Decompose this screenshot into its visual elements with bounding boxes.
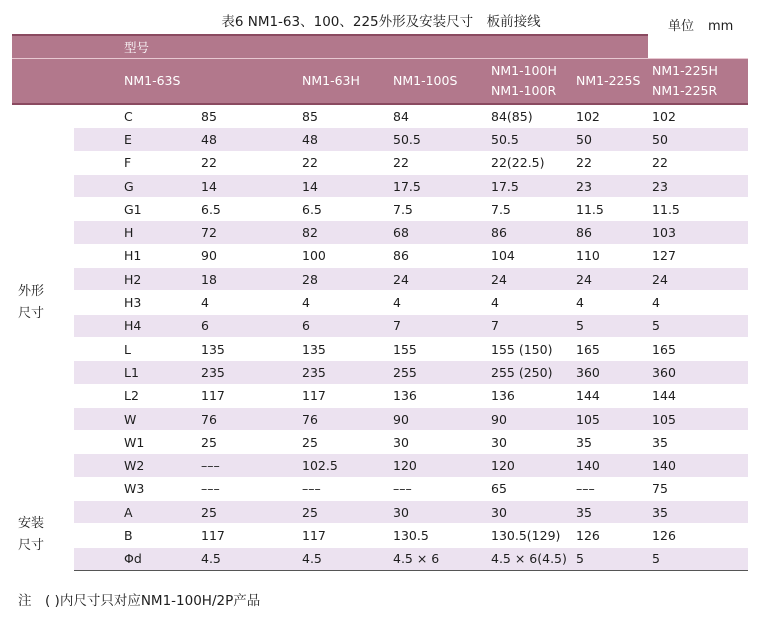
dimension-value: ––– xyxy=(389,477,487,500)
dimension-value: 155 (150) xyxy=(487,337,572,360)
dimension-value: 7 xyxy=(487,314,572,337)
row-spacer xyxy=(74,198,120,221)
dimension-value: 25 xyxy=(298,431,389,454)
row-spacer xyxy=(74,524,120,547)
dimension-value: 127 xyxy=(648,244,748,267)
dimension-value: 28 xyxy=(298,268,389,291)
dimension-name: H xyxy=(120,221,197,244)
dimension-value: 4 xyxy=(648,291,748,314)
table-row xyxy=(12,524,748,547)
table-row xyxy=(12,384,748,407)
dimension-table xyxy=(12,34,748,571)
table-row xyxy=(12,361,748,384)
row-spacer xyxy=(74,244,120,267)
dimension-value: 18 xyxy=(197,268,298,291)
row-spacer xyxy=(74,314,120,337)
dimension-value: 86 xyxy=(389,244,487,267)
dimension-value: 85 xyxy=(298,104,389,128)
dimension-name: H1 xyxy=(120,244,197,267)
row-spacer xyxy=(74,291,120,314)
row-spacer xyxy=(74,454,120,477)
dimension-name: W2 xyxy=(120,454,197,477)
dimension-value: 100 xyxy=(298,244,389,267)
dimension-value: 255 xyxy=(389,361,487,384)
dimension-value: 103 xyxy=(648,221,748,244)
dimension-value: 5 xyxy=(572,314,648,337)
dimension-value: 35 xyxy=(648,501,748,524)
dimension-value: ––– xyxy=(298,477,389,500)
dimension-value: 136 xyxy=(389,384,487,407)
group-label-line: 尺寸 xyxy=(18,538,45,554)
table-row xyxy=(12,198,748,221)
unit-value: mm xyxy=(708,19,734,34)
dimension-name: G1 xyxy=(120,198,197,221)
dimension-value: 4 xyxy=(197,291,298,314)
dimension-value: 22 xyxy=(197,151,298,174)
model-name: NM1-100H xyxy=(491,63,557,78)
model-header-cell xyxy=(120,59,298,105)
unit-label xyxy=(668,15,733,34)
dimension-value: 135 xyxy=(298,337,389,360)
dimension-value: 4.5 xyxy=(298,547,389,570)
dimension-value: 144 xyxy=(648,384,748,407)
dimension-name: L1 xyxy=(120,361,197,384)
dimension-value: 360 xyxy=(572,361,648,384)
dimension-value: 86 xyxy=(572,221,648,244)
dimension-value: 5 xyxy=(572,547,648,570)
dimension-value: 235 xyxy=(298,361,389,384)
group-label-line: 外形 xyxy=(18,283,45,299)
table-row xyxy=(12,221,748,244)
model-name: NM1-100R xyxy=(491,83,557,98)
dimension-value: 7.5 xyxy=(389,198,487,221)
dimension-value: 117 xyxy=(197,524,298,547)
row-spacer xyxy=(74,268,120,291)
row-spacer xyxy=(74,337,120,360)
dimension-value: ––– xyxy=(572,477,648,500)
model-header-cell xyxy=(298,59,389,105)
header-row-model-label xyxy=(12,35,748,59)
dimension-value: 6.5 xyxy=(298,198,389,221)
dimension-value: 25 xyxy=(197,501,298,524)
dimension-value: 86 xyxy=(487,221,572,244)
group-label xyxy=(12,501,74,571)
row-spacer xyxy=(74,384,120,407)
dimension-value: 11.5 xyxy=(648,198,748,221)
dimension-value: 4 xyxy=(572,291,648,314)
dimension-value: 360 xyxy=(648,361,748,384)
dimension-name: B xyxy=(120,524,197,547)
table-row xyxy=(12,407,748,430)
table-row xyxy=(12,547,748,570)
dimension-value: 136 xyxy=(487,384,572,407)
dimension-value: 17.5 xyxy=(487,174,572,197)
dimension-value: 48 xyxy=(298,128,389,151)
row-spacer xyxy=(74,128,120,151)
dimension-value: 155 xyxy=(389,337,487,360)
dimension-value: 4 xyxy=(389,291,487,314)
dimension-value: 14 xyxy=(298,174,389,197)
dimension-value: 105 xyxy=(648,407,748,430)
table-row xyxy=(12,128,748,151)
dimension-name: H2 xyxy=(120,268,197,291)
dimension-value: 72 xyxy=(197,221,298,244)
row-spacer xyxy=(74,431,120,454)
dimension-value: 102.5 xyxy=(298,454,389,477)
dimension-value: 30 xyxy=(389,501,487,524)
dimension-value: 140 xyxy=(648,454,748,477)
dimension-value: 24 xyxy=(648,268,748,291)
header-row-models xyxy=(12,59,748,105)
dimension-value: 6.5 xyxy=(197,198,298,221)
dimension-value: 50 xyxy=(572,128,648,151)
dimension-value: 30 xyxy=(487,501,572,524)
dimension-value: 104 xyxy=(487,244,572,267)
dimension-value: 50.5 xyxy=(389,128,487,151)
dimension-name: H3 xyxy=(120,291,197,314)
dimension-name: L2 xyxy=(120,384,197,407)
dimension-value: 14 xyxy=(197,174,298,197)
dimension-value: 22 xyxy=(298,151,389,174)
dimension-value: 5 xyxy=(648,547,748,570)
model-header-cell xyxy=(572,59,648,105)
dimension-value: 90 xyxy=(197,244,298,267)
row-spacer xyxy=(74,174,120,197)
dimension-value: 76 xyxy=(197,407,298,430)
dimension-value: 24 xyxy=(389,268,487,291)
dimension-value: 144 xyxy=(572,384,648,407)
dimension-name: W xyxy=(120,407,197,430)
dimension-value: 235 xyxy=(197,361,298,384)
dimension-value: 117 xyxy=(197,384,298,407)
dimension-name: A xyxy=(120,501,197,524)
dimension-value: 90 xyxy=(389,407,487,430)
row-spacer xyxy=(74,407,120,430)
dimension-value: 84(85) xyxy=(487,104,572,128)
dimension-value: 22 xyxy=(572,151,648,174)
dimension-value: 4 xyxy=(487,291,572,314)
table-row xyxy=(12,104,748,128)
dimension-value: 65 xyxy=(487,477,572,500)
row-spacer xyxy=(74,104,120,128)
dimension-value: 4.5 × 6 xyxy=(389,547,487,570)
group-label xyxy=(12,104,74,501)
dimension-name: C xyxy=(120,104,197,128)
dimension-value: 35 xyxy=(572,501,648,524)
dimension-name: E xyxy=(120,128,197,151)
dimension-value: 24 xyxy=(572,268,648,291)
model-label: 型号 xyxy=(120,35,648,59)
dimension-value: 22 xyxy=(389,151,487,174)
table-row xyxy=(12,454,748,477)
model-name: NM1-63S xyxy=(124,73,181,88)
table-row xyxy=(12,174,748,197)
dimension-value: 4 xyxy=(298,291,389,314)
row-spacer xyxy=(74,151,120,174)
dimension-value: 22 xyxy=(648,151,748,174)
dimension-value: 35 xyxy=(648,431,748,454)
dimension-value: 30 xyxy=(487,431,572,454)
table-row xyxy=(12,501,748,524)
dimension-value: 7.5 xyxy=(487,198,572,221)
dimension-value: 85 xyxy=(197,104,298,128)
dimension-value: 126 xyxy=(648,524,748,547)
row-spacer xyxy=(74,361,120,384)
table-row xyxy=(12,151,748,174)
dimension-value: 135 xyxy=(197,337,298,360)
dimension-value: 102 xyxy=(572,104,648,128)
dimension-value: 165 xyxy=(572,337,648,360)
dimension-value: 25 xyxy=(298,501,389,524)
table-row xyxy=(12,431,748,454)
table-row xyxy=(12,291,748,314)
dimension-name: H4 xyxy=(120,314,197,337)
group-label-line: 安装 xyxy=(18,516,45,532)
dimension-value: 48 xyxy=(197,128,298,151)
dimension-value: 82 xyxy=(298,221,389,244)
dimension-name: G xyxy=(120,174,197,197)
model-name: NM1-225R xyxy=(652,83,718,98)
table-row xyxy=(12,268,748,291)
dimension-value: 23 xyxy=(648,174,748,197)
row-spacer xyxy=(74,221,120,244)
dimension-value: 117 xyxy=(298,524,389,547)
dimension-value: 75 xyxy=(648,477,748,500)
dimension-name: Φd xyxy=(120,547,197,570)
dimension-name: F xyxy=(120,151,197,174)
dimension-value: 110 xyxy=(572,244,648,267)
dimension-value: 50 xyxy=(648,128,748,151)
dimension-value: 4.5 xyxy=(197,547,298,570)
dimension-value: 22(22.5) xyxy=(487,151,572,174)
dimension-value: ––– xyxy=(197,454,298,477)
dimension-value: 84 xyxy=(389,104,487,128)
dimension-value: 140 xyxy=(572,454,648,477)
dimension-value: 7 xyxy=(389,314,487,337)
model-name: NM1-225S xyxy=(576,73,641,88)
model-name: NM1-225H xyxy=(652,63,718,78)
dimension-name: L xyxy=(120,337,197,360)
dimension-value: 17.5 xyxy=(389,174,487,197)
dimension-value: 11.5 xyxy=(572,198,648,221)
header-spacer xyxy=(12,59,120,105)
row-spacer xyxy=(74,501,120,524)
dimension-value: 255 (250) xyxy=(487,361,572,384)
table-row xyxy=(12,477,748,500)
group-label-line: 尺寸 xyxy=(18,305,45,321)
footnote: 注 ( )内尺寸只对应NM1-100H/2P产品 xyxy=(18,593,261,609)
dimension-value: 25 xyxy=(197,431,298,454)
table-row xyxy=(12,314,748,337)
dimension-value: 117 xyxy=(298,384,389,407)
model-name: NM1-100S xyxy=(393,73,458,88)
dimension-value: 6 xyxy=(298,314,389,337)
table-title: 表6 NM1-63、100、225外形及安装尺寸 板前接线 xyxy=(221,14,541,30)
model-header-cell xyxy=(389,59,487,105)
dimension-value: ––– xyxy=(197,477,298,500)
dimension-value: 30 xyxy=(389,431,487,454)
dimension-name: W1 xyxy=(120,431,197,454)
dimension-value: 76 xyxy=(298,407,389,430)
dimension-value: 24 xyxy=(487,268,572,291)
dimension-value: 4.5 × 6(4.5) xyxy=(487,547,572,570)
dimension-value: 130.5 xyxy=(389,524,487,547)
header-spacer xyxy=(12,35,120,59)
dimension-value: 130.5(129) xyxy=(487,524,572,547)
table-row xyxy=(12,337,748,360)
table-row xyxy=(12,244,748,267)
dimension-value: 68 xyxy=(389,221,487,244)
dimension-value: 126 xyxy=(572,524,648,547)
dimension-value: 105 xyxy=(572,407,648,430)
dimension-value: 6 xyxy=(197,314,298,337)
model-header-cell xyxy=(648,59,748,105)
dimension-value: 102 xyxy=(648,104,748,128)
dimension-value: 5 xyxy=(648,314,748,337)
dimension-value: 50.5 xyxy=(487,128,572,151)
dimension-name: W3 xyxy=(120,477,197,500)
row-spacer xyxy=(74,477,120,500)
dimension-value: 35 xyxy=(572,431,648,454)
unit-label-text: 单位 xyxy=(668,19,695,34)
row-spacer xyxy=(74,547,120,570)
dimension-value: 120 xyxy=(389,454,487,477)
dimension-value: 90 xyxy=(487,407,572,430)
dimension-value: 165 xyxy=(648,337,748,360)
model-header-cell xyxy=(487,59,572,105)
dimension-value: 23 xyxy=(572,174,648,197)
dimension-value: 120 xyxy=(487,454,572,477)
model-name: NM1-63H xyxy=(302,73,360,88)
